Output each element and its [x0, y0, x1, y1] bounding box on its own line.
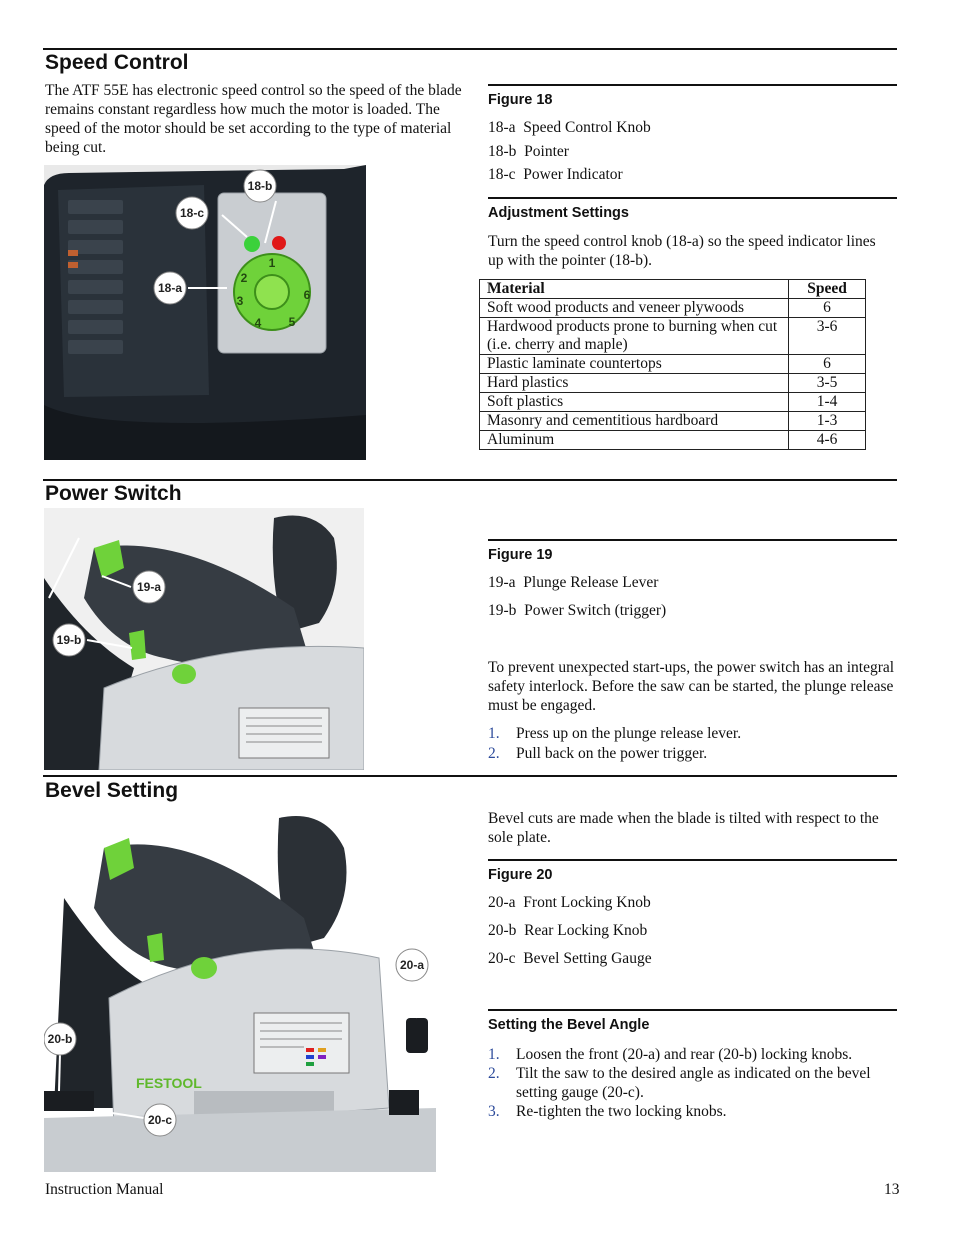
figure-18-title: Figure 18 [488, 92, 553, 108]
table-cell-material: Soft plastics [480, 393, 789, 412]
table-cell-speed: 3-5 [789, 374, 866, 393]
table-cell-speed: 4-6 [789, 431, 866, 450]
section-rule-bevel [43, 775, 897, 777]
dial-number-6: 6 [303, 288, 311, 302]
bevel-steps-list [488, 1045, 900, 1121]
callout-19b: 19-b [56, 633, 82, 647]
speed-control-intro: The ATF 55E has electronic speed control so the speed of the blade remains constant regardless how much the motor is loaded. The speed of the motor should be set according to the type of material being cut. [45, 82, 462, 156]
section-rule-speed [43, 48, 897, 50]
table-cell-material: Soft wood products and veneer plywoods [480, 299, 789, 318]
table-row [480, 355, 866, 374]
footer-manual-title: Instruction Manual [45, 1181, 164, 1198]
power-switch-intro: To prevent unexpected start-ups, the power switch has an integral safety interlock. Before the saw can be started, the plunge release must be engaged. [488, 659, 895, 714]
figure-19-photo [44, 508, 364, 770]
figure-19-rule [488, 539, 897, 541]
power-switch-heading: Power Switch [45, 482, 182, 505]
bevel-step-2: Tilt the saw to the desired angle as indicated on the bevel setting gauge (20-c). [516, 1065, 871, 1101]
figure-18-item-c: 18-c Power Indicator [488, 166, 623, 183]
list-item: 1. Press up on the plunge release lever. [488, 725, 742, 742]
brand-logo-text: FESTOOL [136, 1075, 202, 1091]
setting-bevel-angle-title: Setting the Bevel Angle [488, 1017, 650, 1033]
power-step-2: Pull back on the power trigger. [516, 745, 708, 762]
dial-number-2: 2 [240, 271, 248, 285]
speed-settings-table [479, 279, 866, 450]
table-cell-speed: 3-6 [789, 318, 866, 355]
power-step-1: Press up on the plunge release lever. [516, 725, 742, 742]
table-cell-speed: 6 [789, 299, 866, 318]
list-item: 2. Tilt the saw to the desired angle as indicated on the bevel setting gauge (20-c). [488, 1065, 871, 1101]
bevel-setting-heading: Bevel Setting [45, 779, 179, 802]
table-cell-material: Hardwood products prone to burning when cut (i.e. cherry and maple) [480, 318, 789, 355]
table-header-material: Material [480, 280, 789, 299]
figure-18-photo [44, 165, 366, 460]
table-header-row [480, 280, 866, 299]
table-row [480, 412, 866, 431]
table-cell-speed: 1-3 [789, 412, 866, 431]
callout-20c: 20-c [147, 1113, 173, 1127]
table-cell-material: Aluminum [480, 431, 789, 450]
dial-number-1: 1 [268, 256, 276, 270]
dial-number-4: 4 [254, 316, 262, 330]
table-cell-material: Plastic laminate countertops [480, 355, 789, 374]
figure-20-photo [44, 808, 436, 1172]
callout-20b: 20-b [47, 1032, 73, 1046]
figure-20-rule [488, 859, 897, 861]
figure-20-item-b: 20-b Rear Locking Knob [488, 922, 648, 939]
callout-18a: 18-a [157, 281, 183, 295]
table-row [480, 299, 866, 318]
adjustment-settings-text: Turn the speed control knob (18-a) so the speed indicator lines up with the pointer (18-b). [488, 233, 876, 269]
figure-19-title: Figure 19 [488, 547, 553, 563]
bevel-step-1: Loosen the front (20-a) and rear (20-b) locking knobs. [516, 1046, 853, 1063]
dial-number-5: 5 [288, 315, 296, 329]
dial-number-3: 3 [236, 294, 244, 308]
adjustment-rule [488, 197, 897, 199]
bevel-step-3: Re-tighten the two locking knobs. [516, 1103, 727, 1120]
figure-18-item-b: 18-b Pointer [488, 143, 569, 160]
figure-20-title: Figure 20 [488, 867, 553, 883]
figure-19-item-a: 19-a Plunge Release Lever [488, 574, 659, 591]
callout-18b: 18-b [247, 179, 273, 193]
adjustment-settings-title: Adjustment Settings [488, 205, 629, 221]
figure-18-rule [488, 84, 897, 86]
table-row [480, 374, 866, 393]
footer-page-number: 13 [884, 1181, 900, 1198]
bevel-angle-rule [488, 1009, 897, 1011]
figure-20-item-a: 20-a Front Locking Knob [488, 894, 651, 911]
figure-19-item-b: 19-b Power Switch (trigger) [488, 602, 667, 619]
power-steps-list [488, 724, 896, 763]
list-item: 2. Pull back on the power trigger. [488, 745, 708, 762]
figure-20-item-c: 20-c Bevel Setting Gauge [488, 950, 652, 967]
speed-control-heading: Speed Control [45, 51, 189, 74]
callout-18c: 18-c [179, 206, 205, 220]
bevel-setting-intro: Bevel cuts are made when the blade is tilted with respect to the sole plate. [488, 810, 879, 846]
table-cell-speed: 1-4 [789, 393, 866, 412]
table-row [480, 393, 866, 412]
section-rule-power [43, 479, 897, 481]
table-cell-speed: 6 [789, 355, 866, 374]
callout-19a: 19-a [136, 580, 162, 594]
table-cell-material: Masonry and cementitious hardboard [480, 412, 789, 431]
table-cell-material: Hard plastics [480, 374, 789, 393]
table-row [480, 318, 866, 355]
list-item: 3. Re-tighten the two locking knobs. [488, 1103, 727, 1120]
table-header-speed: Speed [789, 280, 866, 299]
list-item: 1. Loosen the front (20-a) and rear (20-b) locking knobs. [488, 1046, 853, 1063]
figure-18-item-a: 18-a Speed Control Knob [488, 119, 651, 136]
table-row [480, 431, 866, 450]
callout-20a: 20-a [399, 958, 425, 972]
